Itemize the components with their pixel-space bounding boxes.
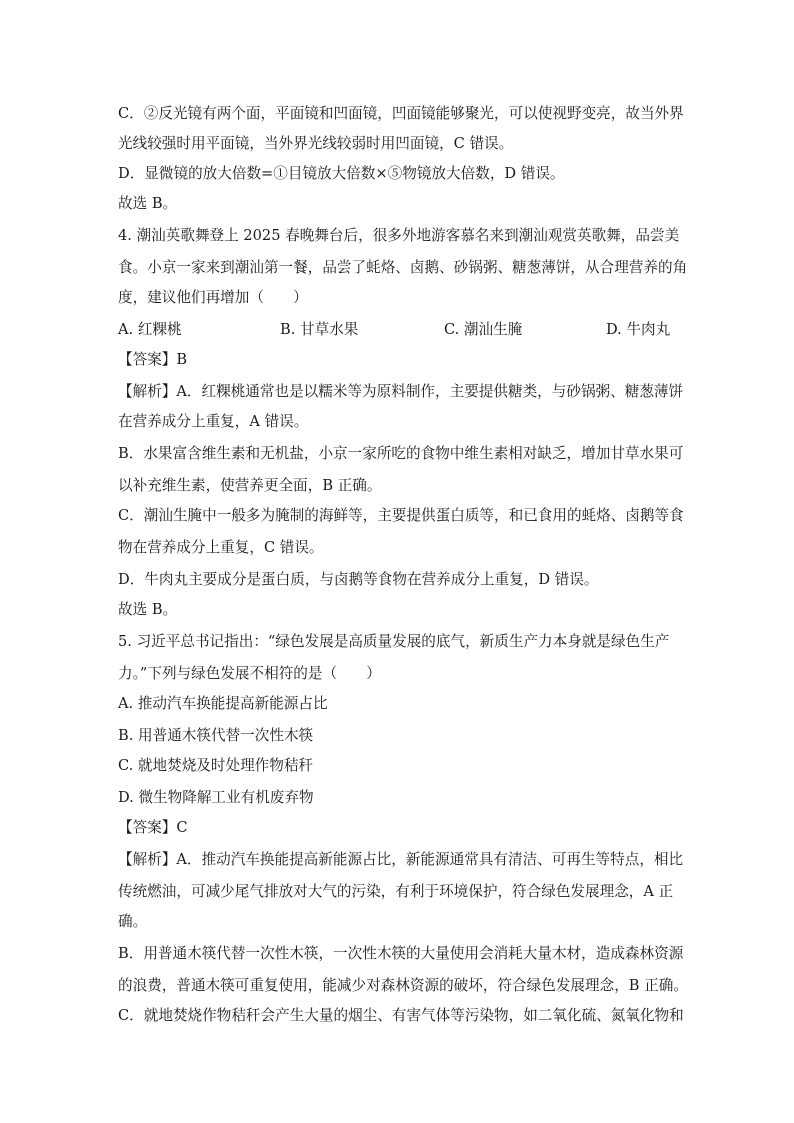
- q5-stem-line1: 5. 习近平总书记指出：“绿色发展是高质量发展的底气，新质生产力本身就是绿色生产: [118, 633, 670, 650]
- prev-option-d: D．显微镜的放大倍数=①目镜放大倍数×⑤物镜放大倍数，D 错误。: [118, 165, 565, 182]
- q5-option-d: D. 微生物降解工业有机废弃物: [118, 789, 314, 806]
- q5-analysis-line4: B．用普通木筷代替一次性木筷，一次性木筷的大量使用会消耗大量木材，造成森林资源: [118, 945, 684, 962]
- q4-option-a: A. 红粿桃: [118, 321, 182, 338]
- q5-analysis-line2: 传统燃油，可减少尾气排放对大气的污染，有利于环境保护，符合绿色发展理念，A 正: [118, 883, 674, 900]
- q4-analysis-line6: 物在营养成分上重复，C 错误。: [118, 539, 324, 556]
- q4-analysis-line3: B．水果富含维生素和无机盐，小京一家所吃的食物中维生素相对缺乏，增加甘草水果可: [118, 445, 684, 462]
- q4-conclusion: 故选 B。: [118, 601, 178, 618]
- q4-analysis-line5: C．潮汕生腌中一般多为腌制的海鲜等，主要提供蛋白质等，和已食用的蚝烙、卤鹅等食: [118, 507, 684, 524]
- q4-option-d: D. 牛肉丸: [606, 321, 671, 338]
- q4-stem-line1: 4. 潮汕英歌舞登上 2025 春晚舞台后，很多外地游客慕名来到潮汕观赏英歌舞，品尝美: [118, 227, 680, 244]
- q4-option-c: C. 潮汕生腌: [444, 321, 523, 338]
- prev-option-c-line2: 光线较强时用平面镜，当外界光线较弱时用凹面镜，C 错误。: [118, 135, 514, 152]
- prev-option-c-line1: C．②反光镜有两个面，平面镜和凹面镜，凹面镜能够聚光，可以使视野变亮，故当外界: [118, 105, 684, 122]
- q4-stem-line3: 度，建议他们再增加（ ）: [118, 289, 308, 306]
- q4-option-b: B. 甘草水果: [280, 321, 359, 338]
- q4-answer: 【答案】B: [118, 351, 188, 368]
- prev-conclusion: 故选 B。: [118, 195, 178, 212]
- q4-options: [118, 320, 678, 340]
- q4-stem-line2: 食。小京一家来到潮汕第一餐，品尝了蚝烙、卤鹅、砂锅粥、糖葱薄饼，从合理营养的角: [118, 259, 688, 276]
- q5-analysis-line3: 确。: [118, 913, 148, 930]
- q4-analysis-line4: 以补充维生素，使营养更全面，B 正确。: [118, 477, 382, 494]
- q5-analysis-line1: 【解析】A．推动汽车换能提高新能源占比，新能源通常具有清洁、可再生等特点，相比: [118, 851, 684, 868]
- q5-analysis-line6: C．就地焚烧作物秸秆会产生大量的烟尘、有害气体等污染物，如二氧化硫、氮氧化物和: [118, 1007, 684, 1024]
- q5-stem-line2: 力。”下列与绿色发展不相符的是（ ）: [118, 665, 381, 682]
- q5-option-a: A. 推动汽车换能提高新能源占比: [118, 695, 328, 712]
- q5-option-c: C. 就地焚烧及时处理作物秸秆: [118, 757, 314, 774]
- q5-analysis-line5: 的浪费，普通木筷可重复使用，能减少对森林资源的破坏，符合绿色发展理念，B 正确。: [118, 977, 688, 994]
- q4-analysis-line7: D．牛肉丸主要成分是蛋白质，与卤鹅等食物在营养成分上重复，D 错误。: [118, 571, 599, 588]
- q5-answer: 【答案】C: [118, 819, 188, 836]
- q5-option-b: B. 用普通木筷代替一次性木筷: [118, 727, 314, 744]
- q4-analysis-line1: 【解析】A．红粿桃通常也是以糯米等为原料制作，主要提供糖类，与砂锅粥、糖葱薄饼: [118, 383, 684, 400]
- q4-analysis-line2: 在营养成分上重复，A 错误。: [118, 413, 309, 430]
